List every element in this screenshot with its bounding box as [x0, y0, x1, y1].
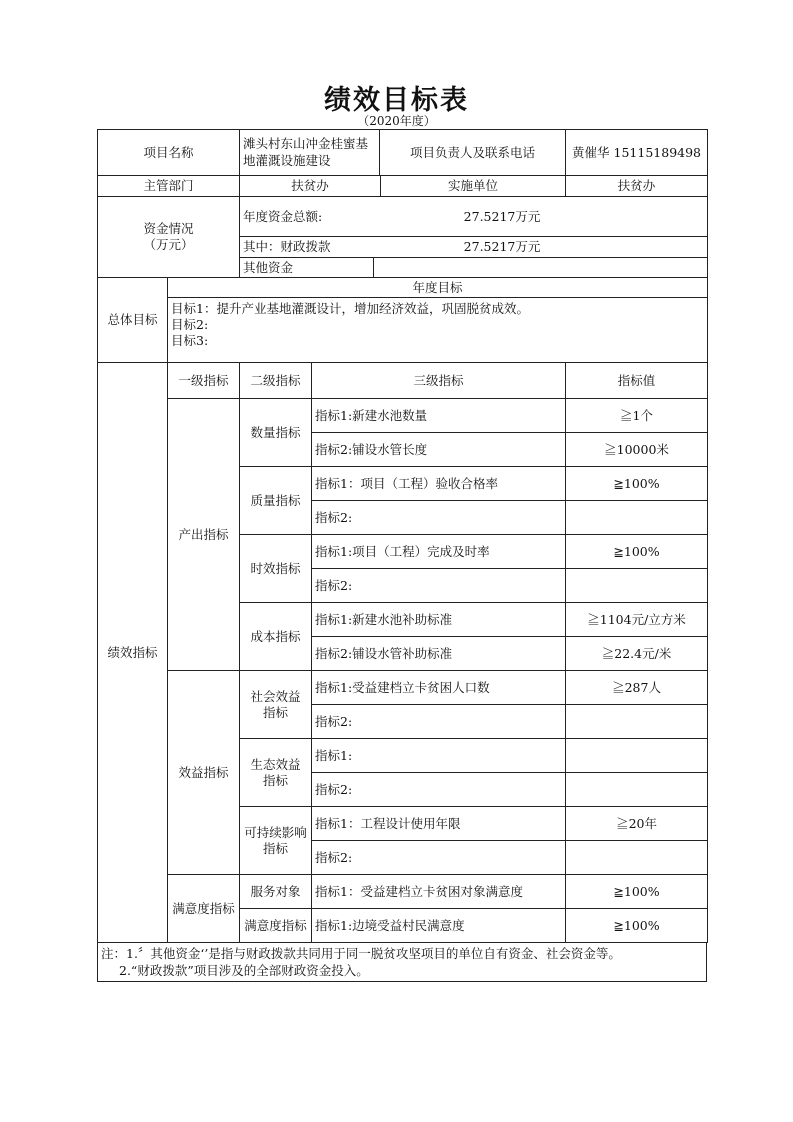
annual-goals [168, 298, 708, 363]
level2-header: 二级指标 [240, 363, 312, 399]
indicator-value: ≧100% [566, 909, 708, 943]
indicator-value [566, 841, 708, 875]
indicator-name: 指标1:项目（工程）完成及时率 [312, 535, 566, 569]
indicator-value [566, 739, 708, 773]
indicator-value: ≧287人 [566, 671, 708, 705]
indicator-value [566, 705, 708, 739]
indicator-name: 指标1:受益建档立卡贫困人口数 [312, 671, 566, 705]
funds-total-row [240, 197, 708, 237]
dept-label: 主管部门 [98, 176, 240, 197]
performance-goal-table [97, 129, 708, 943]
indicator-value: ≧10000米 [566, 433, 708, 467]
indicator-value: ≧1个 [566, 399, 708, 433]
timeliness-indicator: 时效指标 [240, 535, 312, 603]
performance-indicator-label: 绩效指标 [98, 363, 168, 943]
funds-other-row [240, 258, 708, 278]
satisfaction-indicator: 满意度指标 [168, 875, 240, 943]
note-line-1: 注：1.〞其他资金‘’是指与财政拨款共同用于同一脱贫攻坚项目的单位自有资金、社会资金等。 [101, 946, 621, 961]
impl-label: 实施单位 [448, 178, 499, 193]
social-benefit-indicator: 社会效益指标 [240, 671, 312, 739]
goal-1: 目标1：提升产业基地灌溉设计，增加经济效益，巩固脱贫成效。 [171, 301, 529, 316]
project-name-split [240, 130, 566, 176]
sustainable-impact-indicator: 可持续影响指标 [240, 807, 312, 875]
goal-3: 目标3: [171, 333, 209, 348]
indicator-value: ≧22.4元/米 [566, 637, 708, 671]
funds-label [98, 197, 240, 278]
service-target-indicator: 服务对象 [240, 875, 312, 909]
indicator-name: 指标2:铺设水管补助标准 [312, 637, 566, 671]
indicator-name: 指标1:边境受益村民满意度 [312, 909, 566, 943]
indicator-name: 指标1: [312, 739, 566, 773]
indicator-name: 指标2: [312, 705, 566, 739]
project-manager-value: 黄催华 15115189498 [566, 130, 708, 176]
indicator-name: 指标1：受益建档立卡贫困对象满意度 [312, 875, 566, 909]
note-line-2: 2.“财政拨款”项目涉及的全部财政资金投入。 [119, 963, 369, 978]
indicator-value: ≧100% [566, 467, 708, 501]
overall-goal-label: 总体目标 [98, 278, 168, 363]
benefit-indicator: 效益指标 [168, 671, 240, 875]
indicator-name: 指标2: [312, 501, 566, 535]
indicator-value: ≧20年 [566, 807, 708, 841]
funds-label-line2: （万元） [143, 237, 194, 252]
cost-indicator: 成本指标 [240, 603, 312, 671]
project-name-label: 项目名称 [98, 130, 240, 176]
level3-header: 三级指标 [312, 363, 566, 399]
indicator-value [566, 773, 708, 807]
indicator-name: 指标1：项目（工程）验收合格率 [312, 467, 566, 501]
indicator-name: 指标1:新建水池数量 [312, 399, 566, 433]
impl-value: 扶贫办 [566, 176, 708, 197]
indicator-name: 指标2: [312, 841, 566, 875]
project-name-value: 滩头村东山冲金桂蜜基地灌溉设施建设 [240, 130, 380, 175]
eco-benefit-indicator: 生态效益指标 [240, 739, 312, 807]
page-title: 绩效目标表 [324, 85, 469, 116]
funds-other-label: 其他资金 [240, 258, 374, 277]
indicator-value: ≧100% [566, 875, 708, 909]
level1-header: 一级指标 [168, 363, 240, 399]
quantity-indicator: 数量指标 [240, 399, 312, 467]
table-notes [97, 942, 707, 982]
funds-label-line1: 资金情况 [143, 221, 194, 236]
indicator-name: 指标1:新建水池补助标准 [312, 603, 566, 637]
dept-value: 扶贫办 [240, 176, 381, 196]
indicator-value [566, 501, 708, 535]
indicator-value: ≧100% [566, 535, 708, 569]
project-manager-label: 项目负责人及联系电话 [410, 144, 536, 160]
dept-split [240, 176, 566, 197]
indicator-name: 指标1：工程设计使用年限 [312, 807, 566, 841]
indicator-name: 指标2: [312, 773, 566, 807]
funds-total-value: 27.5217万元 [463, 208, 541, 224]
funds-total-label: 年度资金总额: [243, 208, 323, 224]
page-subtitle: （2020年度） [357, 114, 436, 128]
funds-fiscal-row [240, 237, 708, 258]
indicator-name: 指标2: [312, 569, 566, 603]
funds-fiscal-label: 其中：财政拨款 [243, 239, 331, 254]
satisfaction-sub-indicator: 满意度指标 [240, 909, 312, 943]
indicator-name: 指标2:铺设水管长度 [312, 433, 566, 467]
annual-goal-header: 年度目标 [168, 278, 708, 298]
funds-fiscal-value: 27.5217万元 [463, 239, 541, 254]
value-header: 指标值 [566, 363, 708, 399]
indicator-value: ≧1104元/立方米 [566, 603, 708, 637]
indicator-value [566, 569, 708, 603]
goal-2: 目标2: [171, 317, 209, 332]
output-indicator: 产出指标 [168, 399, 240, 671]
quality-indicator: 质量指标 [240, 467, 312, 535]
